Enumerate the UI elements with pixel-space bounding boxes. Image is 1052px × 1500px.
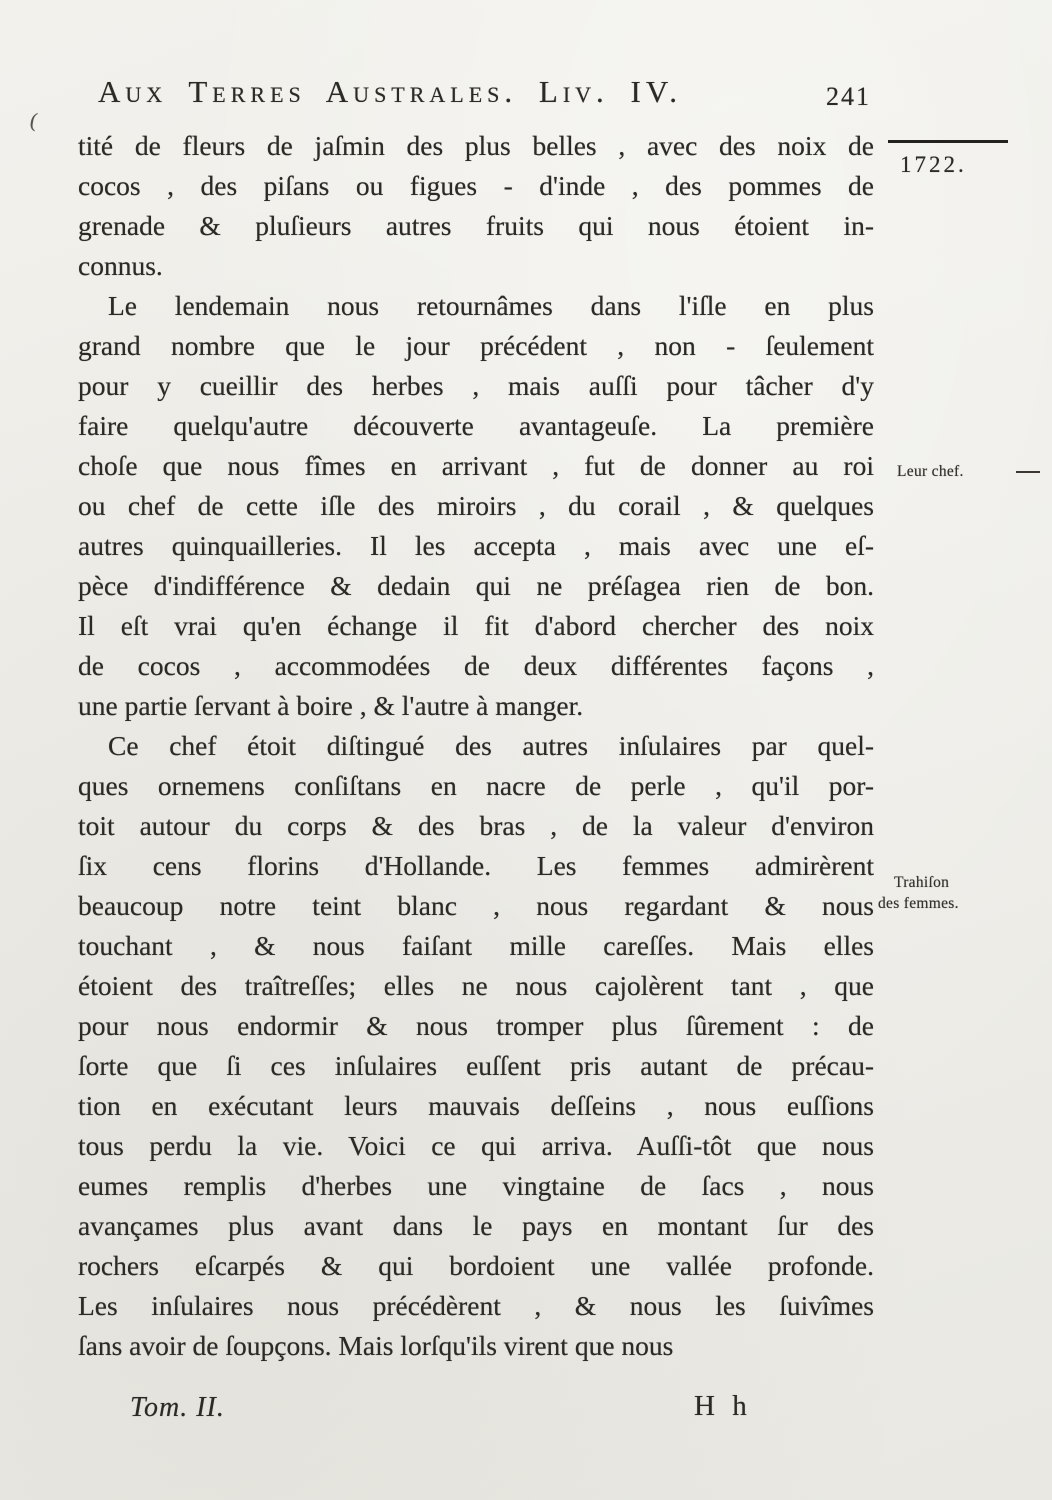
margin-rule xyxy=(888,140,1008,143)
text-line: toit autour du corps & des bras , de la valeur d'environ xyxy=(78,810,874,841)
body-text xyxy=(78,126,874,1366)
text-line: une partie ſervant à boire , & l'autre à manger. xyxy=(78,690,584,721)
margin-note-treason-line2: des femmes. xyxy=(878,895,959,912)
text-line: touchant , & nous faiſant mille careſſes. Mais elles xyxy=(78,930,874,961)
text-line: choſe que nous fîmes en arrivant , fut de donner au roi xyxy=(78,450,874,481)
text-line: pèce d'indifférence & dedain qui ne préſagea rien de bon. xyxy=(78,570,874,601)
text-line: pour y cueillir des herbes , mais auſſi pour tâcher d'y xyxy=(78,370,874,401)
margin-note-year: 1722. xyxy=(900,152,967,177)
signature-mark: H h xyxy=(694,1390,752,1422)
text-line: rochers eſcarpés & qui bordoient une vallée profonde. xyxy=(78,1250,874,1281)
margin-note-treason-line1: Trahiſon xyxy=(894,874,950,891)
margin-dash xyxy=(1016,471,1040,473)
text-line: avançames plus avant dans le pays en montant ſur des xyxy=(78,1210,874,1241)
text-line: autres quinquailleries. Il les accepta , mais avec une eſ- xyxy=(78,530,874,561)
margin-note-chief: Leur chef. xyxy=(897,463,964,480)
text-line: grand nombre que le jour précédent , non - ſeulement xyxy=(78,330,874,361)
text-line: ſorte que ſi ces inſulaires euſſent pris autant de précau- xyxy=(78,1050,874,1081)
text-line: ou chef de cette iſle des miroirs , du corail , & quelques xyxy=(78,490,874,521)
text-line: tité de fleurs de jaſmin des plus belles , avec des noix de xyxy=(78,130,874,161)
text-line: étoient des traîtreſſes; elles ne nous cajolèrent tant , que xyxy=(78,970,874,1001)
running-header: Aux Terres Australes. Liv. IV. xyxy=(98,74,683,109)
text-line: Les inſulaires nous précédèrent , & nous les ſuivîmes xyxy=(78,1290,874,1321)
text-line: tous perdu la vie. Voici ce qui arriva. Auſſi-tôt que nous xyxy=(78,1130,874,1161)
text-line: Il eſt vrai qu'en échange il fit d'abord chercher des noix xyxy=(78,610,874,641)
text-line: pour nous endormir & nous tromper plus ſûrement : de xyxy=(78,1010,874,1041)
page-number: 241 xyxy=(826,82,871,111)
text-line: ques ornemens conſiſtans en nacre de perle , qu'il por- xyxy=(78,770,874,801)
scan-artifact: ( xyxy=(30,110,37,132)
text-line: de cocos , accommodées de deux différentes façons , xyxy=(78,650,874,681)
text-line: tion en exécutant leurs mauvais deſſeins , nous euſſions xyxy=(78,1090,874,1121)
text-line: connus. xyxy=(78,250,163,281)
text-line: grenade & pluſieurs autres fruits qui nous étoient in- xyxy=(78,210,874,241)
text-line-paragraph-start: Le lendemain nous retournâmes dans l'iſle en plus xyxy=(108,290,874,321)
text-line: ſix cens florins d'Hollande. Les femmes admirèrent xyxy=(78,850,874,881)
text-line: eumes remplis d'herbes une vingtaine de ſacs , nous xyxy=(78,1170,874,1201)
text-line: beaucoup notre teint blanc , nous regardant & nous xyxy=(78,890,874,921)
text-line: cocos , des piſans ou figues - d'inde , des pommes de xyxy=(78,170,874,201)
text-line-paragraph-start: Ce chef étoit diſtingué des autres inſulaires par quel- xyxy=(108,730,874,761)
margin-note-treason xyxy=(878,872,959,914)
text-line: ſans avoir de ſoupçons. Mais lorſqu'ils virent que nous xyxy=(78,1330,674,1361)
text-line: faire quelqu'autre découverte avantageuſe. La première xyxy=(78,410,874,441)
volume-label: Tom. II. xyxy=(130,1392,225,1423)
